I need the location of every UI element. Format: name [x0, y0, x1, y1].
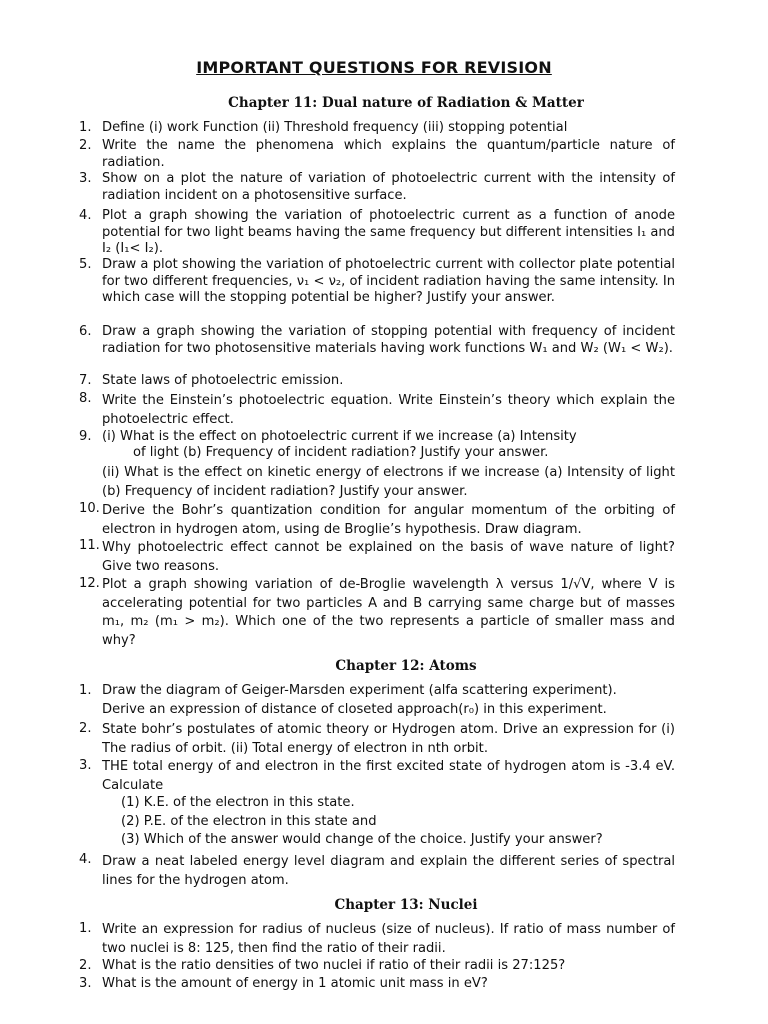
ch12-question-3-item-3: (3) Which of the answer would change of the choice. Justify your answer?	[121, 832, 603, 847]
question-text: Show on a plot the nature of variation of photoelectric current with the intensity of radiation incident on a photosensitive surface.	[102, 171, 675, 203]
question-number: 5.	[79, 257, 92, 272]
ch11-question-9-part-2: (ii) What is the effect on kinetic energy of electrons if we increase (a) Intensity of light (b) Frequency of incident radiation? Justify your answer.	[102, 465, 675, 499]
question-text: Write the name the phenomena which explains the quantum/particle nature of radiation.	[102, 138, 675, 170]
question-number: 11.	[79, 538, 100, 553]
chapter-12-heading: Chapter 12: Atoms	[335, 658, 477, 674]
ch12-question-3-item-2: (2) P.E. of the electron in this state and	[121, 814, 377, 829]
question-text: Write an expression for radius of nucleus (size of nucleus). If ratio of mass number of two nuclei is 8: 125, then find the ratio of their radii.	[102, 922, 675, 956]
question-text: Draw a neat labeled energy level diagram and explain the different series of spectral lines for the hydrogen atom.	[102, 854, 675, 888]
ch11-question-9-continuation: of light (b) Frequency of incident radiation? Justify your answer.	[133, 445, 549, 460]
question-text: Plot a graph showing the variation of photoelectric current as a function of anode potential for two light beams having the same frequency but different intensities I₁ and I₂ (I₁< I₂).	[102, 208, 675, 256]
question-number: 3.	[79, 171, 92, 186]
question-text: Plot a graph showing variation of de-Broglie wavelength λ versus 1/√V, where V is accelerating potential for two particles A and B carrying same charge but of masses m₁, m₂ (m₁ > m₂). Which one of the two represents a particle of smaller mass and why?	[102, 577, 675, 648]
question-number: 3.	[79, 758, 92, 773]
question-number: 10.	[79, 501, 100, 516]
question-text: What is the amount of energy in 1 atomic unit mass in eV?	[102, 976, 488, 991]
question-number: 12.	[79, 576, 100, 591]
question-text: Write the Einstein’s photoelectric equation. Write Einstein’s theory which explain the photoelectric effect.	[102, 393, 675, 427]
question-number: 8.	[79, 391, 92, 406]
ch12-question-1-continuation: Derive an expression of distance of closeted approach(r₀) in this experiment.	[102, 702, 607, 717]
question-text: State bohr’s postulates of atomic theory or Hydrogen atom. Drive an expression for (i) The radius of orbit. (ii) Total energy of electron in nth orbit.	[102, 722, 675, 756]
question-text: Draw a plot showing the variation of photoelectric current with collector plate potential for two different frequencies, ν₁ < ν₂, of incident radiation having the same intensity. In which case will the stopping potential be higher? Justify your answer.	[102, 257, 675, 305]
page-title: IMPORTANT QUESTIONS FOR REVISION	[196, 58, 552, 77]
question-text: Derive the Bohr’s quantization condition for angular momentum of the orbiting of electron in hydrogen atom, using de Broglie’s hypothesis. Draw diagram.	[102, 503, 675, 537]
question-number: 3.	[79, 976, 92, 991]
question-number: 1.	[79, 921, 92, 936]
question-number: 1.	[79, 120, 92, 135]
question-text: THE total energy of and electron in the first excited state of hydrogen atom is -3.4 eV. Calculate	[102, 759, 675, 793]
question-text: Draw a graph showing the variation of stopping potential with frequency of incident radiation for two photosensitive materials having work functions W₁ and W₂ (W₁ < W₂).	[102, 324, 675, 356]
question-text: Draw the diagram of Geiger-Marsden experiment (alfa scattering experiment).	[102, 683, 617, 698]
ch12-question-3-item-1: (1) K.E. of the electron in this state.	[121, 795, 355, 810]
question-number: 4.	[79, 852, 92, 867]
question-number: 9.	[79, 429, 92, 444]
question-number: 2.	[79, 138, 92, 153]
question-text: What is the ratio densities of two nuclei if ratio of their radii is 27:125?	[102, 958, 566, 973]
chapter-11-heading: Chapter 11: Dual nature of Radiation & Matter	[228, 95, 584, 111]
chapter-13-heading: Chapter 13: Nuclei	[334, 897, 478, 913]
question-number: 6.	[79, 324, 92, 339]
question-text: Why photoelectric effect cannot be explained on the basis of wave nature of light? Give two reasons.	[102, 540, 675, 574]
question-number: 4.	[79, 208, 92, 223]
question-text: State laws of photoelectric emission.	[102, 373, 344, 388]
question-number: 1.	[79, 683, 92, 698]
question-number: 7.	[79, 373, 92, 388]
question-text: (i) What is the effect on photoelectric current if we increase (a) Intensity	[102, 429, 577, 444]
question-number: 2.	[79, 721, 92, 736]
question-number: 2.	[79, 958, 92, 973]
question-text: Define (i) work Function (ii) Threshold frequency (iii) stopping potential	[102, 120, 568, 135]
